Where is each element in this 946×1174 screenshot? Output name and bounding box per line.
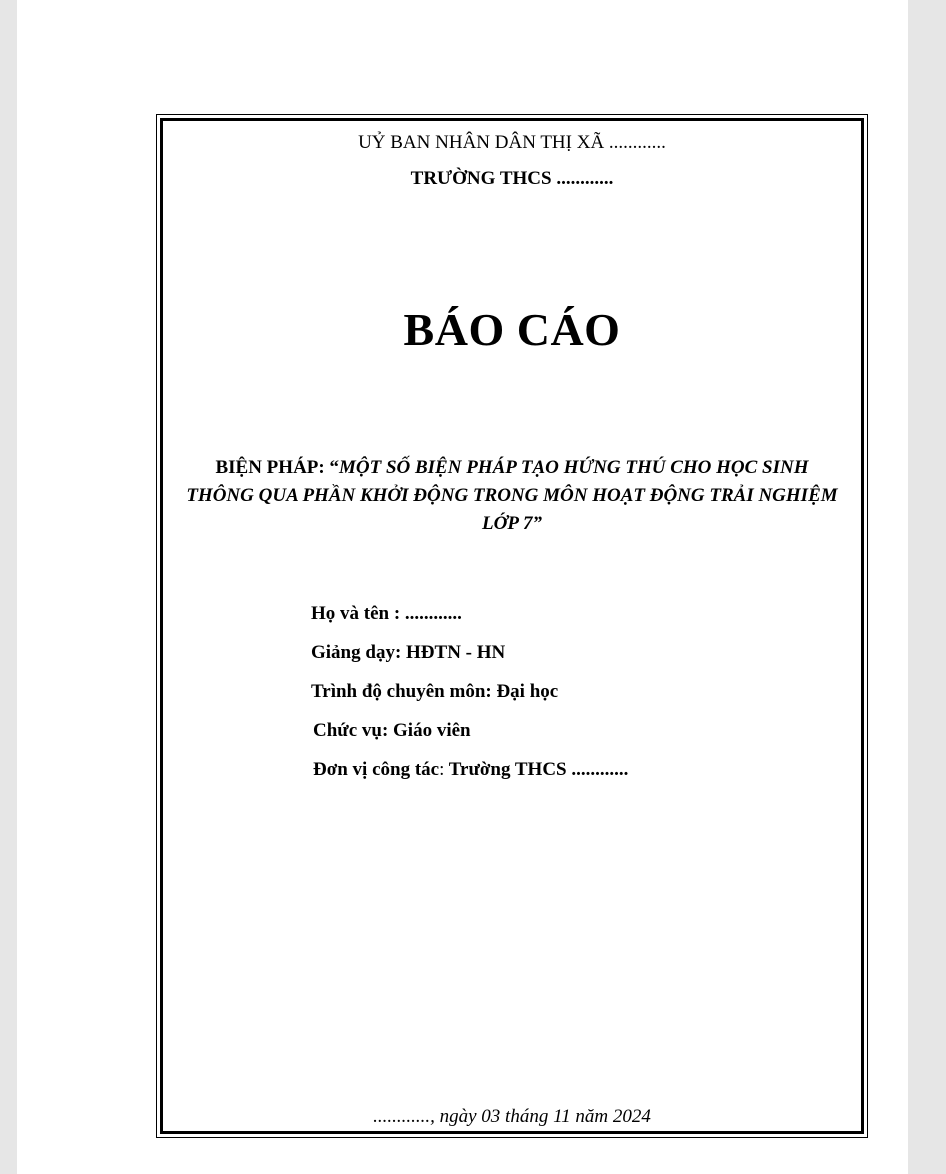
cover-border-inner (160, 118, 864, 1134)
cover-border-outer (156, 114, 868, 1138)
document-page (17, 0, 908, 1174)
measure-label: BIỆN PHÁP: “ (215, 457, 339, 478)
work-unit-colon: : (439, 759, 445, 780)
committee-heading: UỶ BAN NHÂN DÂN THỊ XÃ ............ (358, 132, 666, 153)
work-unit (313, 759, 628, 781)
work-unit-value: Trường THCS ............ (444, 759, 629, 780)
measure-title (181, 454, 843, 538)
report-date: ............, ngày 03 tháng 11 năm 2024 (373, 1106, 651, 1127)
qualification: Trình độ chuyên môn: Đại học (311, 681, 559, 702)
measure-topic: MỘT SỐ BIỆN PHÁP TẠO HỨNG THÚ CHO HỌC SINH THÔNG QUA PHẦN KHỞI ĐỘNG TRONG MÔN HOẠT ĐỘNG TRẢI NGHIỆM LỚP 7 (186, 457, 838, 534)
work-unit-label: Đơn vị công tác (313, 759, 440, 780)
job-position: Chức vụ: Giáo viên (313, 720, 471, 741)
report-title: BÁO CÁO (403, 304, 621, 355)
author-name: Họ và tên : ............ (311, 603, 462, 624)
measure-close-quote: ” (532, 513, 542, 534)
teaching-subject: Giảng dạy: HĐTN - HN (311, 642, 506, 663)
school-heading: TRƯỜNG THCS ............ (410, 168, 614, 189)
